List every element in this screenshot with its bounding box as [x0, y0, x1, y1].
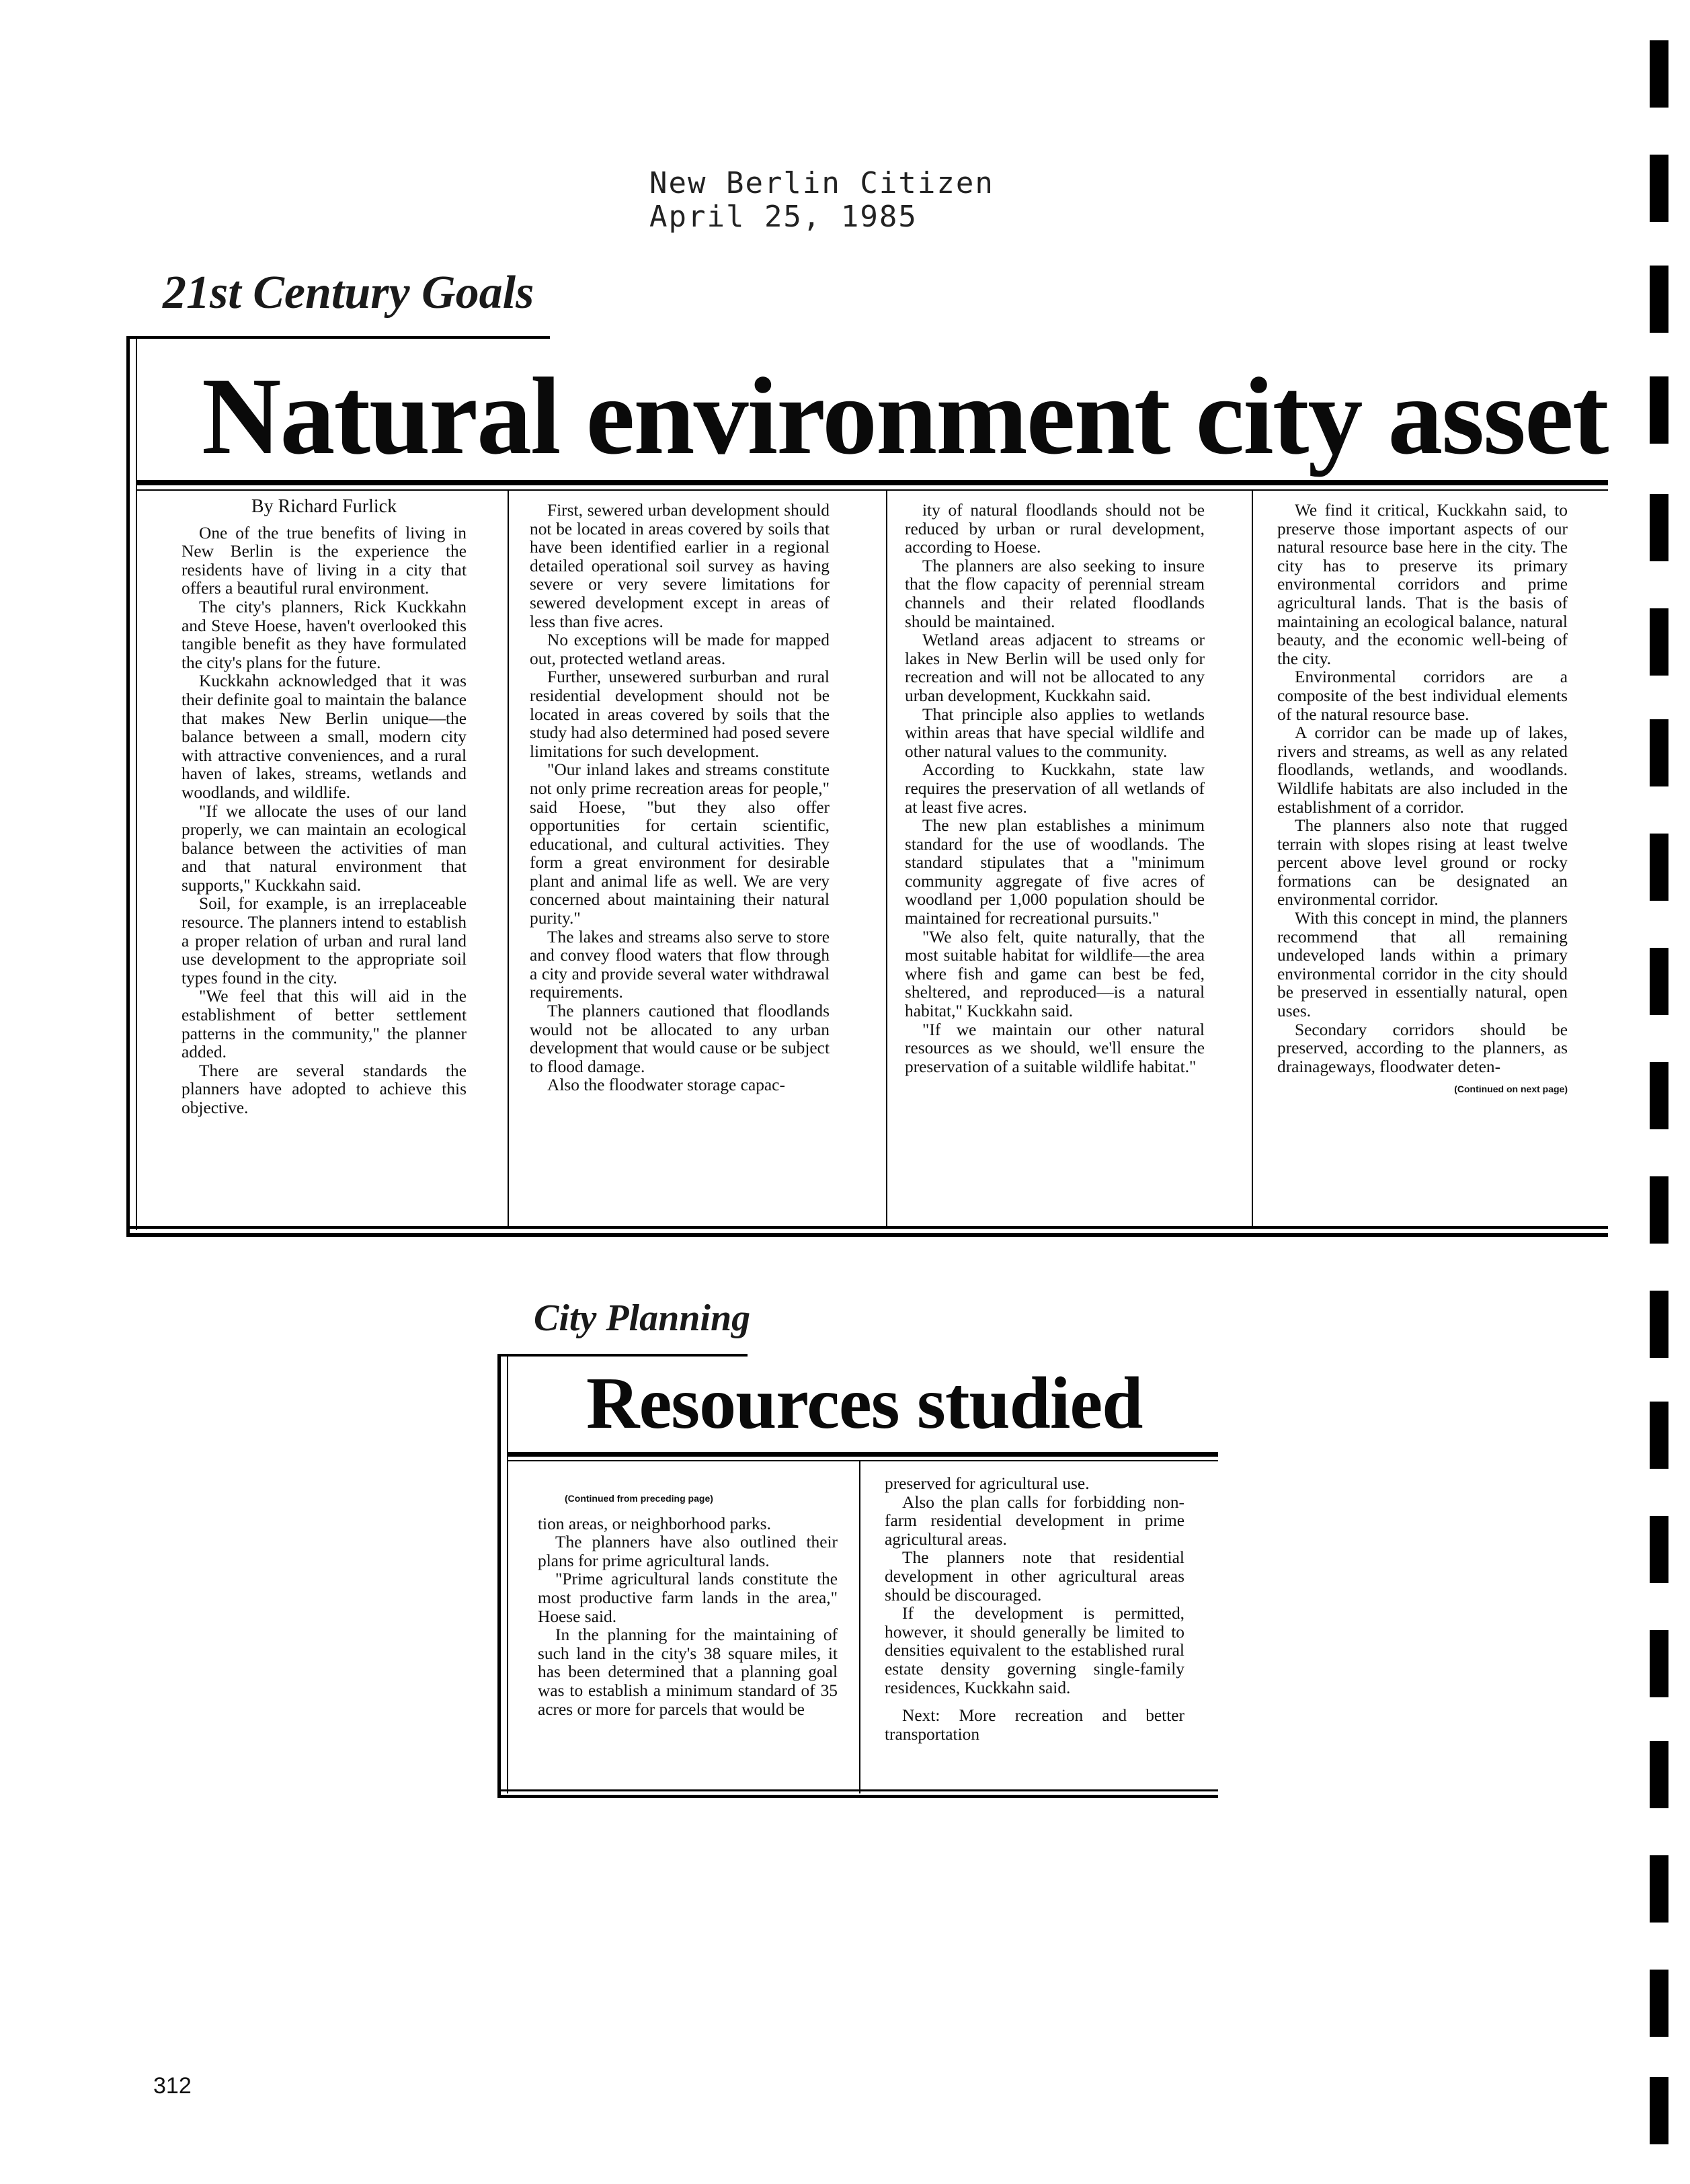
article1-column-2 — [530, 501, 830, 1224]
binder-mark — [1650, 1741, 1668, 1808]
binder-mark — [1650, 1630, 1668, 1697]
binder-mark — [1650, 1291, 1668, 1358]
binder-mark — [1650, 1855, 1668, 1923]
byline: By Richard Furlick — [251, 497, 397, 517]
binder-mark — [1650, 1970, 1668, 2037]
binder-mark — [1650, 1176, 1668, 1244]
paragraph: Also the plan calls for forbidding non-farm residential development in prime agricultural areas. — [885, 1492, 1184, 1549]
paragraph: The lakes and streams also serve to store and convey flood waters that flow through a city and provide several water withdrawal requirements. — [530, 927, 830, 1002]
paragraph: Also the floodwater storage capac- — [547, 1076, 785, 1095]
binder-mark — [1650, 266, 1668, 333]
column-divider — [859, 1461, 860, 1793]
frame-left-rule — [126, 336, 130, 1237]
paragraph: Kuckkahn acknowledged that it was their definite goal to maintain the balance that makes New Berlin unique—the balance between a small, modern city with attractive conveniences, and a rural haven of lakes, streams, wetlands and woodlands, and wildlife. — [182, 672, 467, 802]
article1-bottom-thick-rule — [126, 1233, 1608, 1237]
binder-mark — [1650, 2077, 1668, 2144]
binder-mark — [1650, 155, 1668, 222]
article1-column-1 — [182, 497, 467, 1220]
binder-mark — [1650, 40, 1668, 108]
next-teaser: Next: More recreation and better transportation — [885, 1706, 1184, 1744]
paragraph: A corridor can be made up of lakes, rivers and streams, as well as any related floodlands, wetlands, and woodlands. Wildlife habitats are also included in the establishment of a corridor. — [1277, 723, 1568, 817]
paragraph: "We feel that this will aid in the establishment of better settlement patterns in the community," the planner added. — [182, 987, 467, 1062]
paragraph: No exceptions will be made for mapped out, protected wetland areas. — [530, 631, 830, 668]
binder-mark — [1650, 1402, 1668, 1469]
paragraph: The planners note that residential development in other agricultural areas should be discouraged. — [885, 1548, 1184, 1605]
headline-under-thin-rule — [137, 489, 1608, 491]
paragraph: In the planning for the maintaining of such land in the city's 38 square miles, it has been determined that a planning goal was to establish a minimum standard of 35 acres or more for parcels that would be — [538, 1625, 838, 1719]
binder-mark — [1650, 1516, 1668, 1583]
paragraph: There are several standards the planners have adopted to achieve this objective. — [182, 1061, 467, 1117]
binder-mark — [1650, 1062, 1668, 1129]
article2-bottom-thick-rule — [497, 1795, 1218, 1798]
column-divider — [1252, 491, 1253, 1229]
frame-left-rule — [497, 1354, 501, 1797]
article2-kicker: City Planning — [534, 1297, 751, 1339]
paragraph: tion areas, or neighborhood parks. — [538, 1514, 771, 1533]
paragraph: "We also felt, quite naturally, that the most suitable habitat for wildlife—the area where fish and game can best be fed, sheltered, and reproduced—is a natural habitat," Kuckkahn said. — [905, 927, 1205, 1021]
paragraph: If the development is permitted, however, it should generally be limited to densities equivalent to the established rural estate density governing single-family residences, Kuckkahn said. — [885, 1604, 1184, 1697]
frame-left-inner-rule — [507, 1354, 508, 1793]
headline-under-thin-rule — [508, 1460, 1218, 1461]
paragraph: That principle also applies to wetlands within areas that have special wildlife and other natural values to the community. — [905, 704, 1205, 761]
article1-bottom-rule — [126, 1226, 1608, 1229]
paragraph: Secondary corridors should be preserved, according to the planners, as drainageways, floodwater deten- — [1277, 1020, 1568, 1076]
paragraph: The planners also note that rugged terrain with slopes rising at least twelve percent above level ground or rocky formations can be designated an environmental corridor. — [1277, 816, 1568, 909]
binder-mark — [1650, 608, 1668, 676]
kicker-rule — [126, 336, 550, 339]
paragraph: The planners are also seeking to insure that the flow capacity of perennial stream channels and their related floodlands should be maintained. — [905, 556, 1205, 631]
article1-column-3 — [905, 501, 1205, 1224]
binder-mark — [1650, 494, 1668, 561]
paragraph: Further, unsewered surburban and rural residential development should not be located in areas covered by soils that the study had also determined had posed severe limitations for such development. — [530, 668, 830, 761]
paragraph: ity of natural floodlands should not be reduced by urban or rural development, according to Hoese. — [905, 501, 1205, 557]
paragraph: According to Kuckkahn, state law requires the preservation of all wetlands of at least five acres. — [905, 760, 1205, 817]
article2-column-1 — [538, 1486, 838, 1781]
article2-bottom-rule — [497, 1789, 1218, 1791]
frame-left-inner-rule — [136, 336, 137, 1230]
binder-mark — [1650, 376, 1668, 444]
column-divider — [886, 491, 887, 1229]
article1-headline: Natural environment city asset — [202, 356, 1608, 477]
paragraph: "Prime agricultural lands constitute the most productive farm lands in the area," Hoese said. — [538, 1570, 838, 1626]
kicker-rule — [497, 1354, 748, 1357]
publication-name: New Berlin Citizen — [649, 166, 994, 200]
paragraph: preserved for agricultural use. — [885, 1475, 1090, 1493]
article2-column-2 — [885, 1475, 1184, 1784]
paragraph: Soil, for example, is an irreplaceable resource. The planners intend to establish a proper relation of urban and rural land use development to the appropriate soil types found in the city. — [182, 894, 467, 987]
headline-under-rule — [137, 480, 1608, 485]
publication-date: April 25, 1985 — [649, 200, 918, 234]
paragraph: Wetland areas adjacent to streams or lakes in New Berlin will be used only for recreation and will not be allocated to any urban development, Kuckkahn said. — [905, 631, 1205, 705]
binder-mark — [1650, 719, 1668, 786]
article1-kicker: 21st Century Goals — [163, 267, 534, 319]
paragraph: The new plan establishes a minimum standard for the use of woodlands. The standard stipulates that a "minimum community aggregate of five acres of woodland per 1,000 population should be maintained for recreational pursuits." — [905, 816, 1205, 928]
paragraph: The planners cautioned that floodlands would not be allocated to any urban development that would cause or be subject to flood damage. — [530, 1002, 830, 1076]
binder-mark — [1650, 834, 1668, 901]
paragraph: "If we allocate the uses of our land properly, we can maintain an ecological balance between the activities of man and that natural environment that supports," Kuckkahn said. — [182, 801, 467, 895]
paragraph: First, sewered urban development should not be located in areas covered by soils that have been identified earlier in a regional detailed operational soil survey as having severe or very severe limitations for sewered development except in areas of less than five acres. — [530, 501, 830, 631]
article1-column-4 — [1277, 501, 1568, 1224]
paragraph: "If we maintain our other natural resources as we should, we'll ensure the preservation of a suitable wildlife habitat." — [905, 1020, 1205, 1076]
article2-headline: Resources studied — [586, 1362, 1143, 1444]
paragraph: The city's planners, Rick Kuckkahn and Steve Hoese, haven't overlooked this tangible benefit as they have formulated the city's plans for the future. — [182, 597, 467, 672]
paragraph: Environmental corridors are a composite of the best individual elements of the natural resource base. — [1277, 668, 1568, 724]
paragraph: One of the true benefits of living in New Berlin is the experience the residents have of living in a city that offers a beautiful rural environment. — [182, 523, 467, 598]
continued-note: (Continued on next page) — [1454, 1084, 1568, 1095]
source-header — [649, 167, 994, 234]
column-divider — [508, 491, 509, 1229]
page-number: 312 — [153, 2073, 192, 2099]
headline-under-rule — [508, 1452, 1218, 1457]
paragraph: "Our inland lakes and streams constitute not only prime recreation areas for people," said Hoese, "but they also offer opportunities for certain scientific, educational, and cultural activities. They form a great environment for desirable plant and animal life as well. We are very concerned about maintaining their natural purity." — [530, 760, 830, 928]
paragraph: With this concept in mind, the planners recommend that all remaining undeveloped lands within a primary environmental corridor in the city should be preserved in essentially natural, open uses. — [1277, 909, 1568, 1021]
binder-mark — [1650, 948, 1668, 1015]
paragraph: The planners have also outlined their plans for prime agricultural lands. — [538, 1533, 838, 1570]
continued-note: (Continued from preceding page) — [565, 1493, 713, 1504]
paragraph: We find it critical, Kuckkahn said, to preserve those important aspects of our natural resource base here in the city. The city has to preserve its primary environmental corridors and prime agricultural lands. That is the basis of maintaining an ecological balance, natural beauty, and the economic well-being of the city. — [1277, 501, 1568, 668]
